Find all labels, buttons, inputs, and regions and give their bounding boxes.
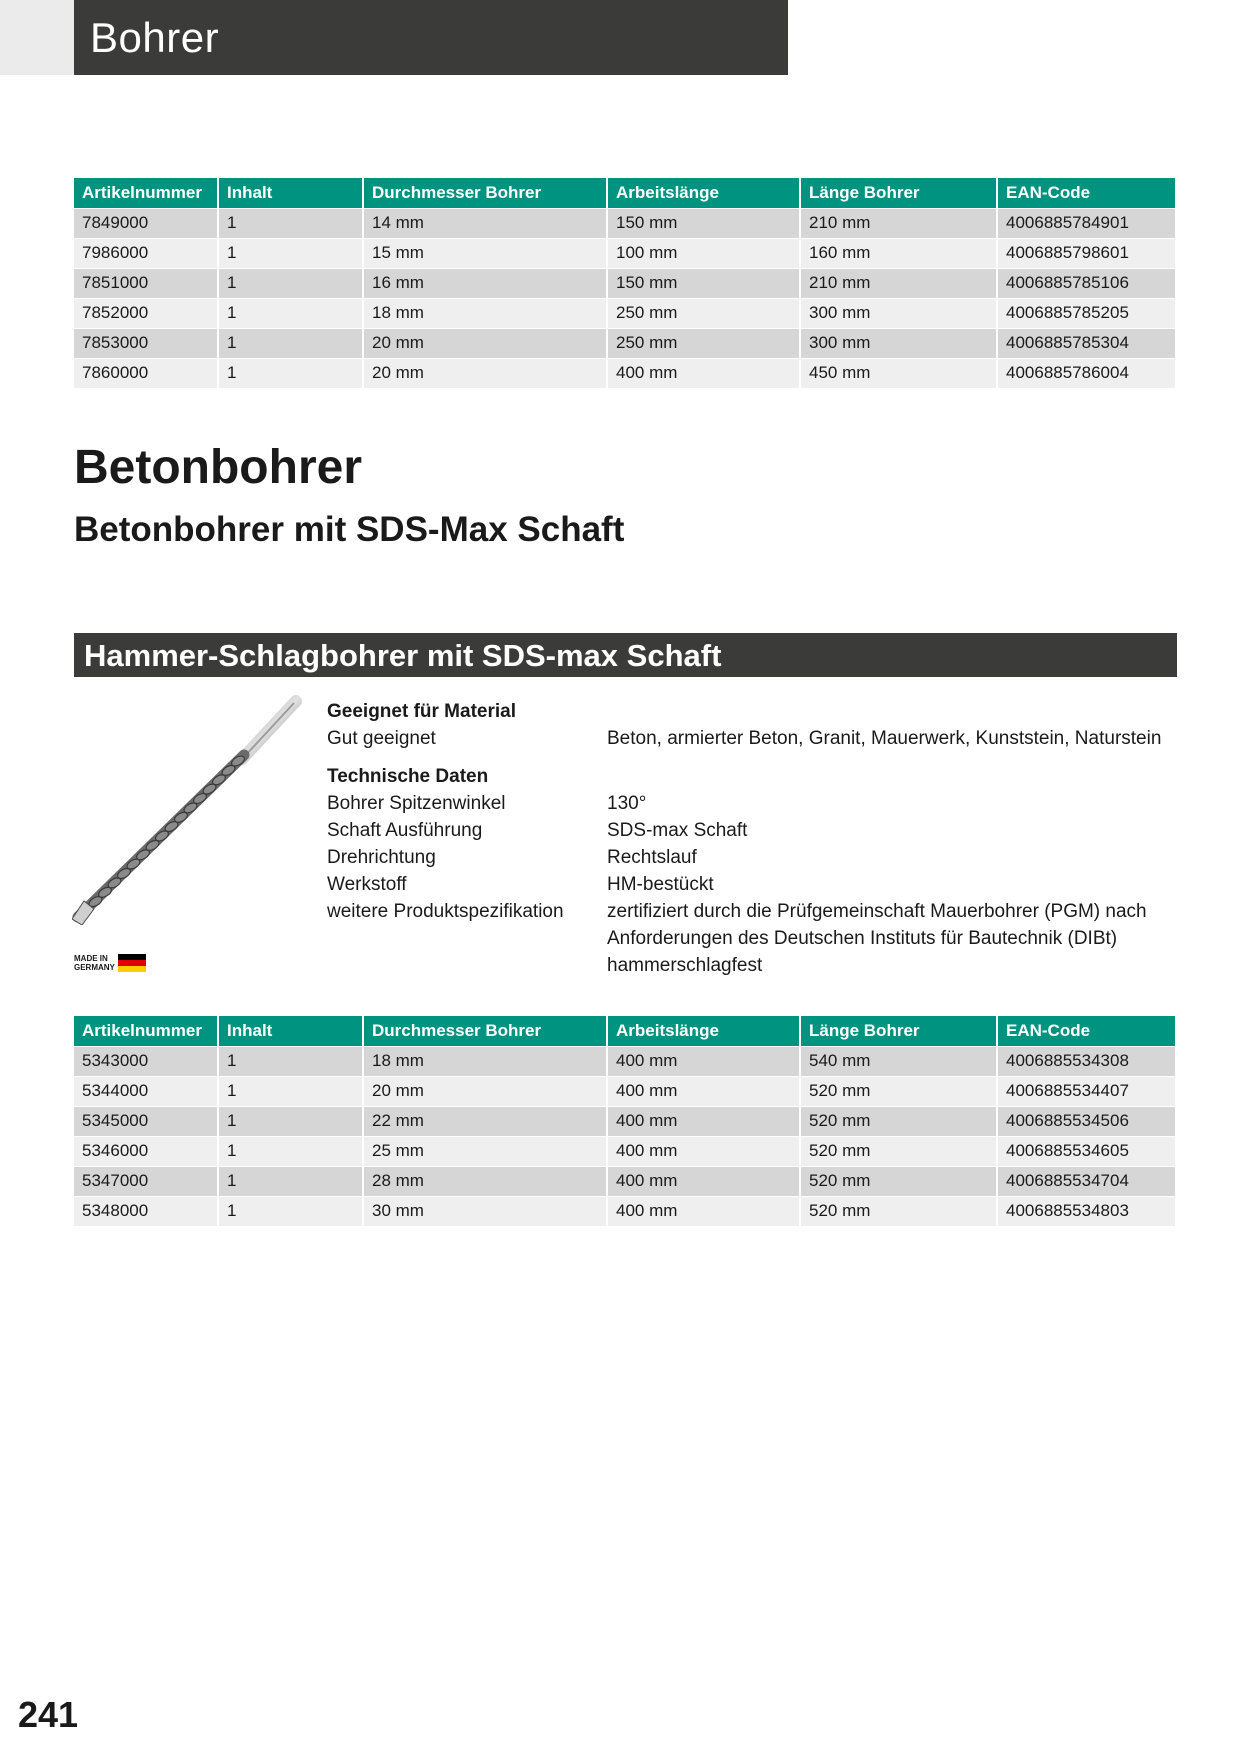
column-header-ean: EAN-Code: [997, 178, 1175, 208]
table-row: [74, 1166, 1175, 1196]
spec-value: Beton, armierter Beton, Granit, Mauerwerk, Kunststein, Naturstein: [607, 728, 1162, 749]
table-cell: 5348000: [74, 1196, 218, 1226]
table-cell: 520 mm: [800, 1166, 997, 1196]
table-cell: 18 mm: [363, 298, 607, 328]
table-header-row: [74, 178, 1175, 208]
table-cell: 4006885798601: [997, 238, 1175, 268]
table-cell: 4006885784901: [997, 208, 1175, 238]
spec-value: 130°: [607, 793, 647, 814]
table-cell: 7860000: [74, 358, 218, 388]
table-cell: 100 mm: [607, 238, 800, 268]
table-cell: 7852000: [74, 298, 218, 328]
table-cell: 400 mm: [607, 1076, 800, 1106]
table-cell: 150 mm: [607, 208, 800, 238]
table-cell: 300 mm: [800, 298, 997, 328]
table-cell: 1: [218, 1076, 363, 1106]
table-cell: 1: [218, 268, 363, 298]
table-cell: 4006885786004: [997, 358, 1175, 388]
germany-flag-icon: [118, 954, 146, 972]
table-cell: 250 mm: [607, 298, 800, 328]
spec-label: Bohrer Spitzenwinkel: [327, 793, 506, 814]
tech-heading: Technische Daten: [327, 766, 489, 787]
spec-value: HM-bestückt: [607, 874, 714, 895]
table-cell: 520 mm: [800, 1076, 997, 1106]
column-header-ean: EAN-Code: [997, 1016, 1175, 1046]
spec-value: Rechtslauf: [607, 847, 697, 868]
chapter-header: [74, 0, 788, 75]
table-row: [74, 1196, 1175, 1226]
table-cell: 400 mm: [607, 1046, 800, 1076]
table-cell: 150 mm: [607, 268, 800, 298]
table-cell: 4006885534605: [997, 1136, 1175, 1166]
table-cell: 450 mm: [800, 358, 997, 388]
table-row: [74, 1046, 1175, 1076]
table-row: [74, 268, 1175, 298]
column-header-inhalt: Inhalt: [218, 1016, 363, 1046]
table-cell: 4006885534407: [997, 1076, 1175, 1106]
table-cell: 1: [218, 238, 363, 268]
column-header-arbeitslaenge: Arbeitslänge: [607, 1016, 800, 1046]
made-in-text: MADE IN GERMANY: [74, 954, 115, 972]
table-cell: 7851000: [74, 268, 218, 298]
table-cell: 1: [218, 1046, 363, 1076]
product-title: Hammer-Schlagbohrer mit SDS-max Schaft: [84, 638, 722, 673]
table-cell: 160 mm: [800, 238, 997, 268]
spec-value: SDS-max Schaft: [607, 820, 748, 841]
column-header-arbeitslaenge: Arbeitslänge: [607, 178, 800, 208]
table-cell: 520 mm: [800, 1106, 997, 1136]
spec-row: [327, 898, 1177, 979]
column-header-artikelnummer: Artikelnummer: [74, 178, 218, 208]
table-cell: 5346000: [74, 1136, 218, 1166]
spec-row: [327, 844, 1177, 871]
table-cell: 400 mm: [607, 1106, 800, 1136]
spec-label: Werkstoff: [327, 874, 407, 895]
table-cell: 7853000: [74, 328, 218, 358]
table-cell: 22 mm: [363, 1106, 607, 1136]
table-cell: 1: [218, 1106, 363, 1136]
table-cell: 4006885785205: [997, 298, 1175, 328]
table-cell: 5343000: [74, 1046, 218, 1076]
table-cell: 25 mm: [363, 1136, 607, 1166]
table-cell: 5347000: [74, 1166, 218, 1196]
table-cell: 400 mm: [607, 1136, 800, 1166]
table-cell: 16 mm: [363, 268, 607, 298]
table-cell: 210 mm: [800, 268, 997, 298]
table-cell: 1: [218, 1136, 363, 1166]
table-cell: 1: [218, 298, 363, 328]
product-table-2: [74, 1016, 1175, 1226]
table-row: [74, 1136, 1175, 1166]
table-cell: 1: [218, 1166, 363, 1196]
table-cell: 400 mm: [607, 1196, 800, 1226]
corner-block: [0, 0, 74, 75]
table-cell: 4006885785106: [997, 268, 1175, 298]
table-row: [74, 238, 1175, 268]
table-cell: 4006885534506: [997, 1106, 1175, 1136]
column-header-durchmesser: Durchmesser Bohrer: [363, 178, 607, 208]
product-specs: [327, 698, 1177, 979]
table-cell: 1: [218, 208, 363, 238]
spec-row: [327, 817, 1177, 844]
table-cell: 520 mm: [800, 1136, 997, 1166]
table-cell: 20 mm: [363, 1076, 607, 1106]
chapter-title: Bohrer: [90, 14, 220, 61]
table-cell: 1: [218, 1196, 363, 1226]
table-cell: 20 mm: [363, 358, 607, 388]
spec-row: [327, 790, 1177, 817]
table-cell: 7849000: [74, 208, 218, 238]
table-cell: 250 mm: [607, 328, 800, 358]
table-row: [74, 1076, 1175, 1106]
section-title: Betonbohrer: [74, 441, 362, 494]
table-cell: 5344000: [74, 1076, 218, 1106]
table-cell: 4006885534803: [997, 1196, 1175, 1226]
table-cell: 28 mm: [363, 1166, 607, 1196]
table-cell: 540 mm: [800, 1046, 997, 1076]
table-row: [74, 1106, 1175, 1136]
table-cell: 400 mm: [607, 1166, 800, 1196]
material-heading: Geeignet für Material: [327, 701, 516, 722]
table-cell: 30 mm: [363, 1196, 607, 1226]
table-header-row: [74, 1016, 1175, 1046]
table-row: [74, 208, 1175, 238]
table-cell: 1: [218, 328, 363, 358]
product-header: [74, 633, 1177, 677]
drill-bit-image: [72, 695, 302, 925]
table-cell: 520 mm: [800, 1196, 997, 1226]
table-cell: 7986000: [74, 238, 218, 268]
table-cell: 20 mm: [363, 328, 607, 358]
column-header-laenge: Länge Bohrer: [800, 178, 997, 208]
table-cell: 4006885534704: [997, 1166, 1175, 1196]
column-header-inhalt: Inhalt: [218, 178, 363, 208]
table-cell: 4006885534308: [997, 1046, 1175, 1076]
spec-label: Gut geeignet: [327, 728, 436, 749]
table-cell: 18 mm: [363, 1046, 607, 1076]
table-cell: 14 mm: [363, 208, 607, 238]
page-number: 241: [18, 1694, 79, 1735]
spec-label: weitere Produktspezifikation: [327, 901, 564, 922]
table-cell: 400 mm: [607, 358, 800, 388]
column-header-laenge: Länge Bohrer: [800, 1016, 997, 1046]
spec-label: Schaft Ausführung: [327, 820, 483, 841]
table-row: [74, 298, 1175, 328]
spec-label: Drehrichtung: [327, 847, 436, 868]
table-cell: 4006885785304: [997, 328, 1175, 358]
spec-row: [327, 725, 1177, 752]
table-cell: 5345000: [74, 1106, 218, 1136]
spec-row: [327, 871, 1177, 898]
table-row: [74, 358, 1175, 388]
table-cell: 210 mm: [800, 208, 997, 238]
table-cell: 1: [218, 358, 363, 388]
table-cell: 15 mm: [363, 238, 607, 268]
column-header-durchmesser: Durchmesser Bohrer: [363, 1016, 607, 1046]
section-subtitle: Betonbohrer mit SDS-Max Schaft: [74, 510, 625, 549]
product-table-1: [74, 178, 1175, 388]
table-cell: 300 mm: [800, 328, 997, 358]
spec-value: zertifiziert durch die Prüfgemeinschaft Mauerbohrer (PGM) nach Anforderungen des Deutschen Instituts für Bautechnik (DIBt) hammerschlagfest: [607, 901, 1147, 976]
column-header-artikelnummer: Artikelnummer: [74, 1016, 218, 1046]
table-row: [74, 328, 1175, 358]
made-in-germany-badge: [74, 954, 150, 974]
